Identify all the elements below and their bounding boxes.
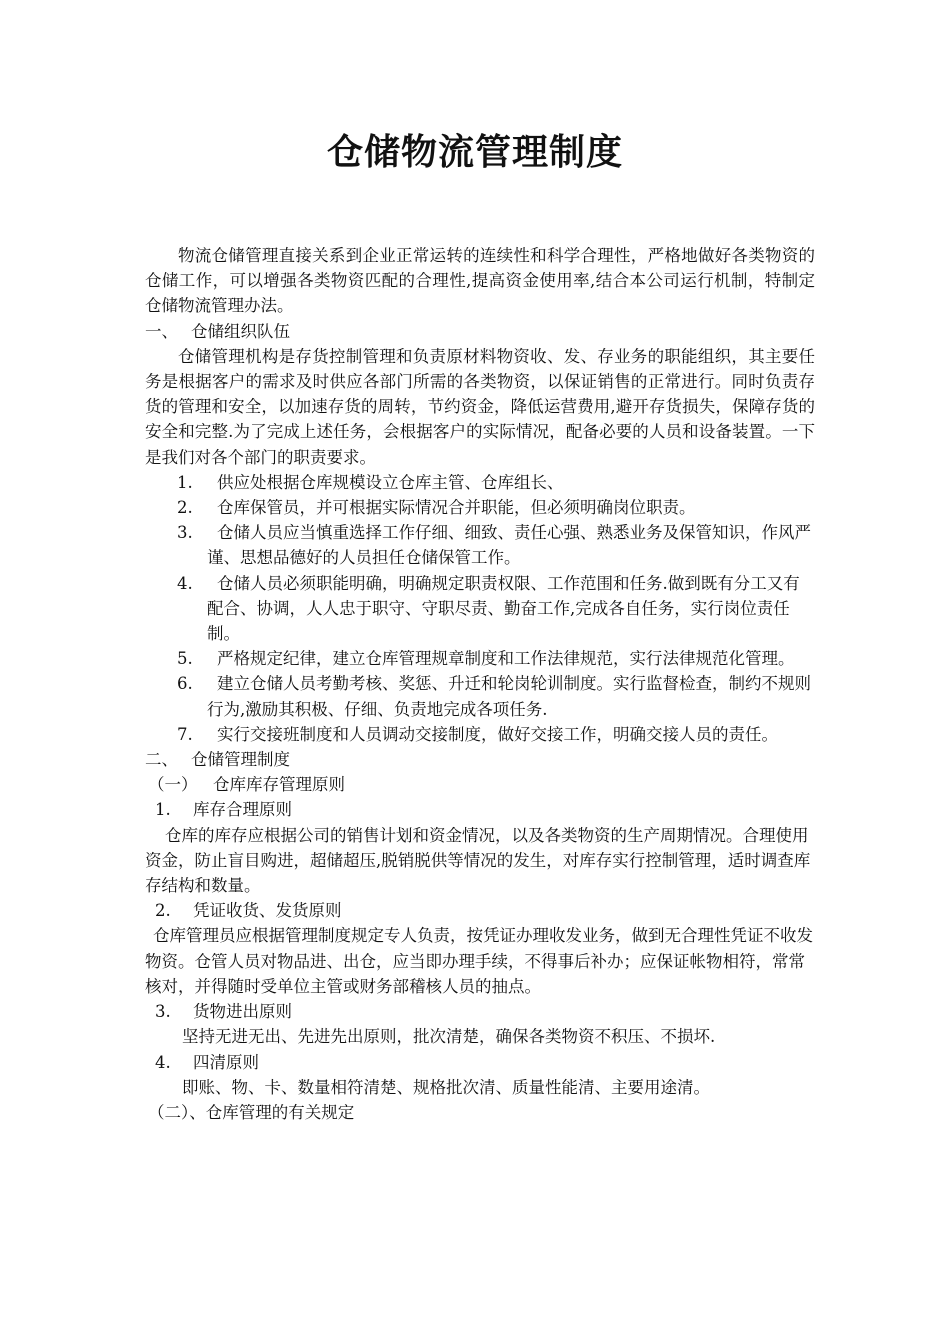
principle-number: 1. [155,800,171,820]
list-text: 仓储人员必须职能明确，明确规定职责权限、工作范围和任务.做到既有分工又有配合、协调，人人忠于职守、守职尽责、勤奋工作,完成各自任务，实行岗位责任制。 [207,573,800,644]
section-number: 二、 [145,750,178,770]
list-item [145,722,815,747]
subsection-2-heading: （二）、仓库管理的有关规定 [148,1102,355,1122]
list-text: 供应处根据仓库规模设立仓库主管、仓库组长、 [217,472,564,492]
list-item [145,671,815,721]
list-item [145,470,815,495]
principle-4-heading [145,1050,815,1075]
principle-title: 库存合理原则 [193,800,292,820]
principle-1-heading [145,797,815,822]
section-2-heading [145,747,815,772]
list-text: 建立仓储人员考勤考核、奖惩、升迁和轮岗轮训制度。实行监督检查，制约不规则行为,激励其积极、仔细、负责地完成各项任务. [207,674,811,719]
document-title: 仓储物流管理制度 [326,131,623,173]
principle-3-heading [145,999,815,1024]
section-1-heading [145,319,815,344]
principle-number: 2. [155,901,171,921]
list-number: 1. [177,472,193,492]
principle-4-text: 即账、物、卡、数量相符清楚、规格批次清、质量性能清、主要用途清。 [182,1077,710,1097]
principle-2-heading [145,898,815,923]
list-item [145,520,815,570]
principle-title: 凭证收货、发货原则 [193,901,342,921]
document-body [145,243,815,1125]
subsection-number: （一） [148,775,198,795]
section-title: 仓储管理制度 [191,750,290,770]
section-number: 一、 [145,321,178,341]
list-text: 仓库保管员，并可根据实际情况合并职能，但必须明确岗位职责。 [217,498,696,518]
subsection-title: 仓库库存管理原则 [213,775,345,795]
section-title: 仓储组织队伍 [191,321,290,341]
list-number: 6. [177,674,193,694]
list-number: 7. [177,724,193,744]
subsection-1-heading [145,772,815,797]
list-item [145,571,815,647]
intro-paragraph: 物流仓储管理直接关系到企业正常运转的连续性和科学合理性，严格地做好各类物资的仓储工作，可以增强各类物资匹配的合理性,提高资金使用率,结合本公司运行机制，特制定仓储物流管理办法。 [145,246,815,316]
principle-1-text: 仓库的库存应根据公司的销售计划和资金情况，以及各类物资的生产周期情况。合理使用资金，防止盲目购进，超储超压,脱销脱供等情况的发生，对库存实行控制管理，适时调查库存结构和数量。 [145,825,811,896]
principle-number: 3. [155,1002,171,1022]
principle-number: 4. [155,1052,171,1072]
list-number: 4. [177,573,193,593]
list-text: 仓储人员应当慎重选择工作仔细、细致、责任心强、熟悉业务及保管知识，作风严谨、思想品德好的人员担任仓储保管工作。 [207,523,811,568]
principle-title: 四清原则 [193,1052,259,1072]
principle-2-text: 仓库管理员应根据管理制度规定专人负责，按凭证办理收发业务，做到无合理性凭证不收发物资。仓管人员对物品进、出仓，应当即办理手续，不得事后补办；应保证帐物相符，常常核对，并得随时受单位主管或财务部稽核人员的抽点。 [145,926,813,996]
section-1-paragraph: 仓储管理机构是存货控制管理和负责原材料物资收、发、存业务的职能组织，其主要任务是根据客户的需求及时供应各部门所需的各类物资，以保证销售的正常进行。同时负责存货的管理和安全，以加速存货的周转，节约资金，降低运营费用,避开存货损失，保障存货的安全和完整.为了完成上述任务，会根据客户的实际情况，配备必要的人员和设备装置。一下是我们对各个部门的职责要求。 [145,346,815,467]
list-text: 实行交接班制度和人员调动交接制度，做好交接工作，明确交接人员的责任。 [217,724,778,744]
list-number: 2. [177,498,193,518]
list-number: 3. [177,523,193,543]
principle-title: 货物进出原则 [193,1002,292,1022]
list-number: 5. [177,649,193,669]
list-item [145,495,815,520]
list-text: 严格规定纪律，建立仓库管理规章制度和工作法律规范，实行法律规范化管理。 [217,649,795,669]
list-item [145,646,815,671]
principle-3-text: 坚持无进无出、先进先出原则，批次清楚，确保各类物资不积压、不损坏. [182,1027,716,1047]
